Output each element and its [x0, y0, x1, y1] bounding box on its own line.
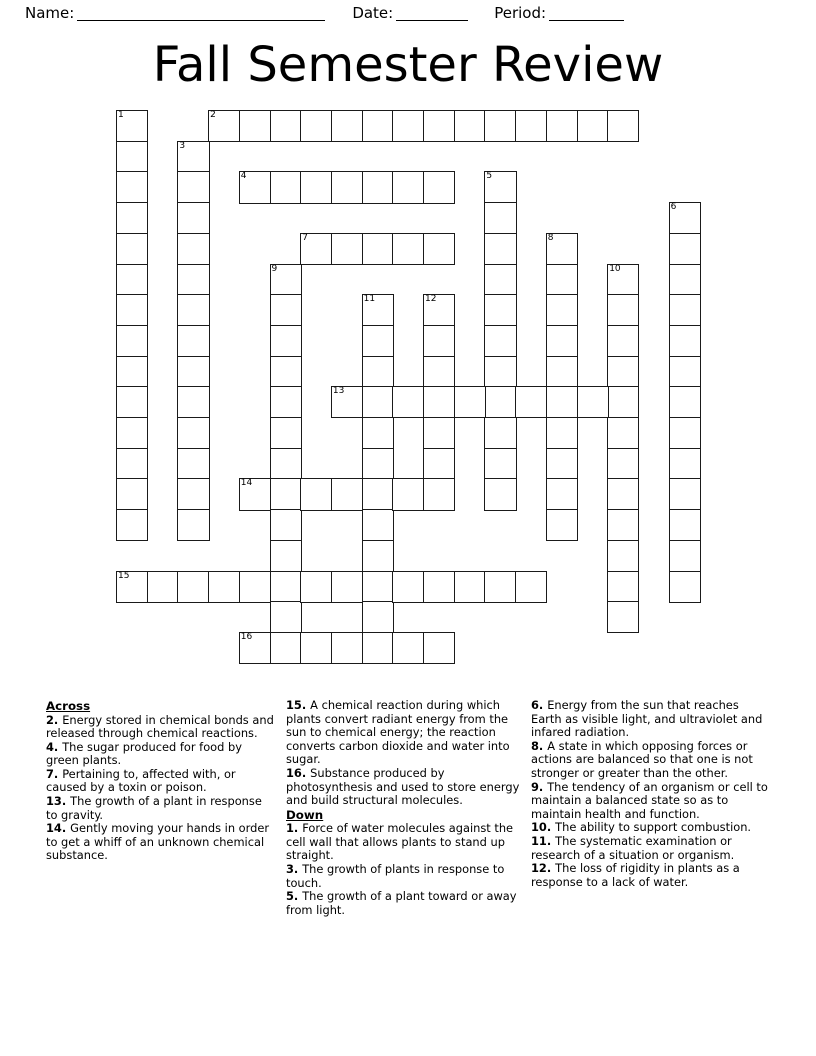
crossword-cell[interactable] [362, 171, 394, 203]
cell-number: 15 [118, 570, 130, 581]
crossword-cell[interactable] [607, 417, 639, 449]
crossword-cell[interactable] [270, 571, 302, 603]
clue-number: 5. [286, 889, 303, 904]
clue-number: 7. [46, 766, 63, 781]
crossword-cell[interactable] [270, 540, 302, 572]
crossword-cell[interactable] [177, 202, 209, 234]
crossword-cell[interactable] [116, 141, 148, 173]
clue-text: The loss of rigidity in plants as a response to a lack of water. [531, 861, 740, 889]
crossword-cell[interactable] [362, 386, 394, 418]
crossword-cell[interactable] [116, 264, 148, 296]
crossword-cell[interactable] [423, 110, 455, 142]
crossword-cell[interactable] [484, 386, 516, 418]
crossword-cell[interactable] [270, 601, 302, 633]
crossword-cell[interactable] [362, 294, 394, 326]
clue-item [46, 822, 274, 863]
crossword-cell[interactable] [392, 632, 424, 664]
crossword-cell[interactable] [239, 171, 271, 203]
crossword-cell[interactable] [331, 171, 363, 203]
crossword-grid[interactable] [116, 110, 730, 680]
crossword-cell[interactable] [116, 233, 148, 265]
crossword-cell[interactable] [669, 386, 701, 418]
crossword-cell[interactable] [669, 509, 701, 541]
crossword-cell[interactable] [546, 294, 578, 326]
date-field-group [352, 3, 468, 22]
crossword-cell[interactable] [669, 448, 701, 480]
crossword-cell[interactable] [270, 478, 302, 510]
crossword-cell[interactable] [607, 325, 639, 357]
crossword-cell[interactable] [116, 171, 148, 203]
crossword-cell[interactable] [607, 386, 639, 418]
crossword-cell[interactable] [116, 417, 148, 449]
crossword-cell[interactable] [484, 110, 516, 142]
crossword-cell[interactable] [239, 110, 271, 142]
crossword-cell[interactable] [669, 540, 701, 572]
crossword-cell[interactable] [546, 110, 578, 142]
clue-item [286, 699, 521, 767]
crossword-cell[interactable] [484, 356, 516, 388]
crossword-cell[interactable] [454, 386, 486, 418]
clue-text: Pertaining to, affected with, or caused by a toxin or poison. [46, 766, 236, 795]
crossword-cell[interactable] [546, 417, 578, 449]
crossword-cell[interactable] [270, 356, 302, 388]
crossword-cell[interactable] [607, 264, 639, 296]
clue-number: 13. [46, 794, 71, 809]
crossword-cell[interactable] [239, 632, 271, 664]
clue-item [286, 822, 521, 863]
clue-text: The growth of plants in response to touch. [286, 862, 505, 890]
crossword-cell[interactable] [392, 110, 424, 142]
crossword-cell[interactable] [484, 264, 516, 296]
crossword-cell[interactable] [177, 171, 209, 203]
student-info-header [0, 0, 816, 26]
crossword-cell[interactable] [270, 632, 302, 664]
crossword-cell[interactable] [300, 171, 332, 203]
crossword-cell[interactable] [423, 571, 455, 603]
clue-text: The growth of a plant toward or away from light. [286, 889, 517, 917]
crossword-cell[interactable] [270, 417, 302, 449]
clue-number: 6. [531, 698, 548, 712]
clue-text: A state in which opposing forces or actions are balanced so that one is not stronger or greater than the other. [531, 738, 753, 780]
clue-number: 1. [286, 821, 303, 836]
cell-number: 9 [271, 263, 278, 274]
crossword-cell[interactable] [546, 478, 578, 510]
crossword-cell[interactable] [423, 356, 455, 388]
crossword-cell[interactable] [116, 478, 148, 510]
crossword-cell[interactable] [147, 571, 179, 603]
clue-number: 15. [286, 698, 311, 712]
clue-item [531, 740, 772, 781]
cell-number: 8 [547, 232, 554, 243]
clue-text: Gently moving your hands in order to get a whiff of an unknown chemical substance. [46, 821, 270, 863]
crossword-cell[interactable] [362, 110, 394, 142]
clue-text: The systematic examination or research of a situation or organism. [531, 833, 735, 862]
clue-text: Force of water molecules against the cell wall that allows plants to stand up straight. [286, 821, 514, 863]
cell-number: 7 [302, 232, 308, 243]
crossword-cell[interactable] [484, 417, 516, 449]
crossword-cell[interactable] [423, 417, 455, 449]
clue-item [46, 741, 274, 768]
clue-text: The ability to support combustion. [555, 820, 752, 835]
crossword-cell[interactable] [577, 386, 609, 418]
crossword-cell[interactable] [116, 110, 148, 142]
clue-number: 10. [531, 820, 556, 835]
clue-item [46, 795, 274, 822]
crossword-cell[interactable] [607, 601, 639, 633]
crossword-cell[interactable] [177, 417, 209, 449]
crossword-cell[interactable] [300, 571, 332, 603]
crossword-cell[interactable] [669, 356, 701, 388]
crossword-cell[interactable] [546, 509, 578, 541]
crossword-cell[interactable] [208, 571, 240, 603]
crossword-cell[interactable] [331, 571, 363, 603]
clues-area [46, 699, 772, 969]
crossword-cell[interactable] [546, 264, 578, 296]
clue-number: 9. [531, 779, 548, 794]
clue-number: 3. [286, 862, 303, 877]
crossword-cell[interactable] [607, 356, 639, 388]
down-heading: Down [286, 807, 324, 822]
crossword-cell[interactable] [362, 509, 394, 541]
crossword-cell[interactable] [116, 448, 148, 480]
crossword-cell[interactable] [669, 233, 701, 265]
clue-item [286, 890, 521, 917]
name-label: Name: [25, 3, 75, 22]
clue-text: Energy from the sun that reaches Earth as visible light, and ultraviolet and infared radiation. [531, 698, 763, 740]
crossword-cell[interactable] [331, 233, 363, 265]
crossword-cell[interactable] [177, 356, 209, 388]
clue-item [531, 699, 772, 740]
crossword-cell[interactable] [484, 202, 516, 234]
crossword-cell[interactable] [607, 540, 639, 572]
crossword-cell[interactable] [546, 448, 578, 480]
crossword-cell[interactable] [423, 386, 455, 418]
crossword-cell[interactable] [484, 171, 516, 203]
crossword-cell[interactable] [392, 571, 424, 603]
clue-number: 11. [531, 833, 556, 848]
crossword-cell[interactable] [392, 233, 424, 265]
cell-number: 5 [486, 171, 493, 182]
cell-number: 3 [179, 140, 186, 151]
crossword-cell[interactable] [300, 478, 332, 510]
clue-text: Substance produced by photosynthesis and used to store energy and build structural molecules. [286, 765, 520, 808]
crossword-cell[interactable] [392, 171, 424, 203]
crossword-cell[interactable] [270, 110, 302, 142]
crossword-cell[interactable] [116, 571, 148, 603]
crossword-cell[interactable] [454, 571, 486, 603]
clue-column-1 [46, 699, 274, 863]
cell-number: 14 [240, 478, 253, 489]
crossword-cell[interactable] [454, 110, 486, 142]
crossword-cell[interactable] [362, 632, 394, 664]
cell-number: 2 [210, 110, 216, 120]
crossword-cell[interactable] [669, 417, 701, 449]
clue-number: 8. [531, 738, 548, 753]
crossword-cell[interactable] [116, 202, 148, 234]
crossword-cell[interactable] [423, 632, 455, 664]
crossword-cell[interactable] [270, 264, 302, 296]
period-input-line[interactable] [549, 7, 624, 21]
crossword-cell[interactable] [270, 294, 302, 326]
crossword-cell[interactable] [484, 294, 516, 326]
crossword-cell[interactable] [177, 448, 209, 480]
crossword-cell[interactable] [484, 571, 516, 603]
crossword-cell[interactable] [116, 386, 148, 418]
crossword-cell[interactable] [515, 110, 547, 142]
date-label: Date: [352, 3, 394, 22]
clue-item [46, 768, 274, 795]
name-input-line[interactable] [77, 7, 325, 21]
across-heading: Across [46, 699, 91, 713]
crossword-cell[interactable] [116, 356, 148, 388]
crossword-cell[interactable] [484, 448, 516, 480]
crossword-cell[interactable] [177, 386, 209, 418]
crossword-cell[interactable] [362, 233, 394, 265]
cell-number: 1 [118, 110, 124, 120]
crossword-cell[interactable] [116, 325, 148, 357]
crossword-cell[interactable] [484, 478, 516, 510]
clue-number: 16. [286, 765, 311, 780]
crossword-cell[interactable] [362, 571, 394, 603]
crossword-cell[interactable] [270, 509, 302, 541]
clue-text: The growth of a plant in response to gravity. [46, 794, 262, 822]
crossword-cell[interactable] [423, 233, 455, 265]
crossword-cell[interactable] [300, 110, 332, 142]
crossword-cell[interactable] [331, 632, 363, 664]
crossword-cell[interactable] [270, 448, 302, 480]
crossword-cell[interactable] [177, 294, 209, 326]
crossword-cell[interactable] [362, 478, 394, 510]
crossword-cell[interactable] [546, 356, 578, 388]
crossword-cell[interactable] [577, 110, 609, 142]
clue-item [286, 863, 521, 890]
crossword-cell[interactable] [423, 478, 455, 510]
crossword-cell[interactable] [515, 571, 547, 603]
crossword-cell[interactable] [300, 233, 332, 265]
crossword-cell[interactable] [669, 264, 701, 296]
crossword-cell[interactable] [116, 509, 148, 541]
crossword-cell[interactable] [607, 509, 639, 541]
clue-item [531, 821, 772, 835]
crossword-cell[interactable] [607, 110, 639, 142]
crossword-cell[interactable] [669, 202, 701, 234]
page-title: Fall Semester Review [152, 37, 664, 93]
cell-number: 11 [363, 294, 376, 305]
crossword-cell[interactable] [423, 448, 455, 480]
crossword-cell[interactable] [669, 478, 701, 510]
crossword-cell[interactable] [362, 601, 394, 633]
clue-text: Energy stored in chemical bonds and released through chemical reactions. [46, 712, 274, 741]
crossword-cell[interactable] [607, 478, 639, 510]
clue-column-2 [286, 699, 521, 917]
crossword-cell[interactable] [669, 325, 701, 357]
crossword-cell[interactable] [607, 448, 639, 480]
crossword-cell[interactable] [546, 386, 578, 418]
crossword-cell[interactable] [331, 478, 363, 510]
crossword-cell[interactable] [484, 325, 516, 357]
cell-number: 13 [332, 386, 345, 397]
crossword-cell[interactable] [362, 448, 394, 480]
crossword-cell[interactable] [423, 171, 455, 203]
crossword-cell[interactable] [177, 325, 209, 357]
clue-text: The tendency of an organism or cell to maintain a balanced state so as to maintain health and function. [531, 779, 768, 821]
crossword-cell[interactable] [362, 417, 394, 449]
period-label: Period: [494, 3, 547, 22]
date-input-line[interactable] [396, 7, 468, 21]
clue-number: 2. [46, 712, 63, 727]
crossword-cell[interactable] [177, 264, 209, 296]
crossword-cell[interactable] [177, 571, 209, 603]
crossword-cell[interactable] [484, 233, 516, 265]
clue-item [531, 862, 772, 889]
crossword-cell[interactable] [239, 478, 271, 510]
clue-item [531, 781, 772, 822]
crossword-cell[interactable] [208, 110, 240, 142]
crossword-cell[interactable] [239, 571, 271, 603]
clue-item [46, 714, 274, 741]
crossword-cell[interactable] [177, 509, 209, 541]
clue-item [531, 835, 772, 862]
period-field-group [494, 3, 624, 22]
crossword-cell[interactable] [546, 325, 578, 357]
crossword-cell[interactable] [392, 386, 424, 418]
clue-text: The sugar produced for food by green plants. [46, 739, 242, 768]
crossword-cell[interactable] [515, 386, 547, 418]
crossword-cell[interactable] [362, 540, 394, 572]
crossword-cell[interactable] [423, 294, 455, 326]
cell-number: 10 [609, 263, 621, 274]
clue-number: 4. [46, 739, 63, 754]
cell-number: 6 [670, 202, 677, 213]
crossword-cell[interactable] [392, 478, 424, 510]
name-field-group [25, 3, 325, 22]
crossword-cell[interactable] [669, 571, 701, 603]
cell-number: 12 [425, 294, 437, 305]
crossword-cell[interactable] [270, 171, 302, 203]
crossword-cell[interactable] [362, 325, 394, 357]
crossword-cell[interactable] [362, 356, 394, 388]
crossword-cell[interactable] [669, 294, 701, 326]
clue-number: 14. [46, 821, 71, 836]
clue-item [286, 767, 521, 808]
crossword-cell[interactable] [423, 325, 455, 357]
clue-text: A chemical reaction during which plants convert radiant energy from the sun to chemical energy; the reaction converts carbon dioxide and water into sugar. [286, 698, 510, 767]
crossword-cell[interactable] [546, 233, 578, 265]
crossword-cell[interactable] [331, 110, 363, 142]
crossword-cell[interactable] [607, 294, 639, 326]
crossword-cell[interactable] [270, 325, 302, 357]
cell-number: 16 [240, 631, 253, 642]
clue-number: 12. [531, 861, 556, 876]
crossword-cell[interactable] [331, 386, 363, 418]
crossword-cell[interactable] [300, 632, 332, 664]
crossword-cell[interactable] [116, 294, 148, 326]
clue-column-3 [531, 699, 772, 889]
crossword-cell[interactable] [177, 478, 209, 510]
crossword-cell[interactable] [270, 386, 302, 418]
crossword-cell[interactable] [607, 571, 639, 603]
crossword-cell[interactable] [177, 233, 209, 265]
crossword-cell[interactable] [177, 141, 209, 173]
cell-number: 4 [240, 171, 247, 182]
